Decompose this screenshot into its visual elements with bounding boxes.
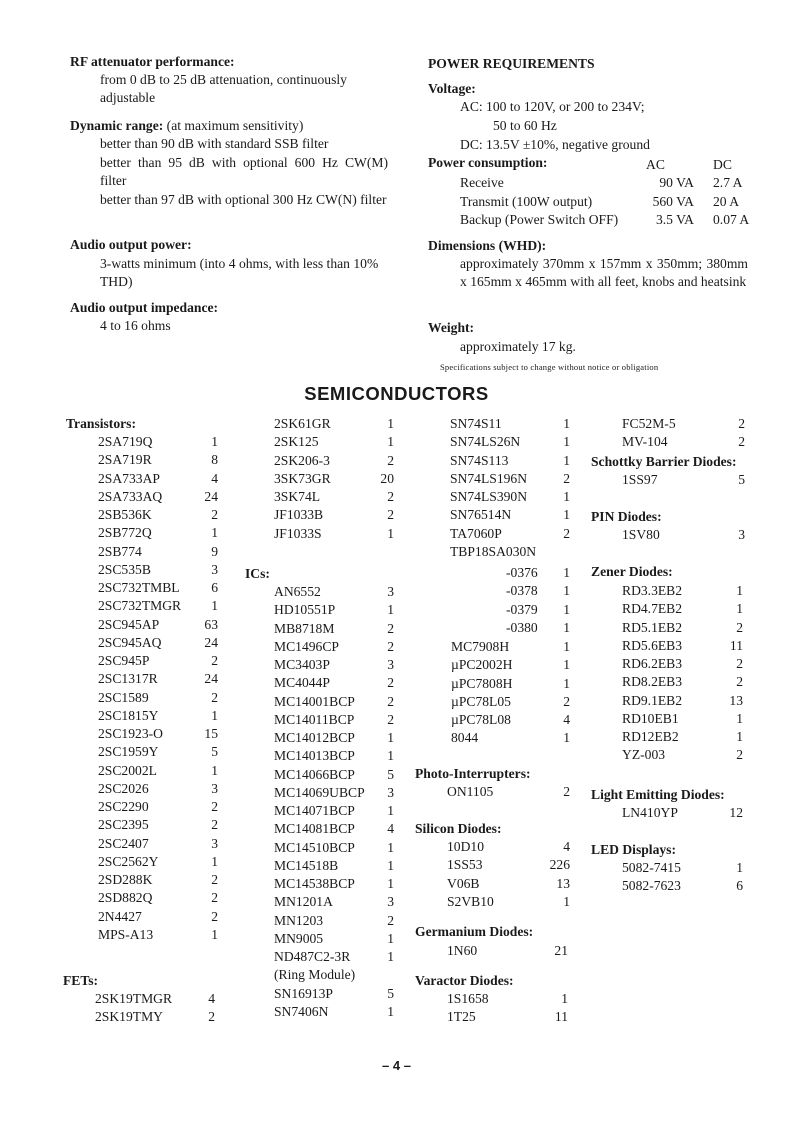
part-number: MC14071BCP [274,803,355,818]
part-quantity: 1 [387,525,394,541]
part-number: MC14081BCP [274,821,355,837]
section-heading: Light Emitting Diodes: [591,787,725,802]
audio-power-label: Audio output power: [70,237,192,252]
part-number: MN1203 [274,912,324,928]
part-number: 2SC732TMGR [98,598,182,614]
rf-attenuator-label: RF attenuator performance: [70,54,235,69]
part-quantity: 2 [387,711,394,727]
part-quantity: 1 [563,583,570,599]
part-number: TA7060P [450,525,502,541]
part-quantity: 1 [736,729,743,744]
part-number: 2SD288K [98,872,153,887]
consumption-col-dc: DC [713,157,732,172]
part-number: 2N4427 [98,908,142,924]
part-number: 1SS53 [447,857,483,873]
consumption-col-ac: AC [646,157,665,172]
voltage-label: Voltage: [428,81,476,96]
section-heading: Transistors: [66,416,136,431]
part-quantity: 1 [563,416,570,431]
part-number: MC1496CP [274,638,339,654]
part-quantity: 6 [211,580,218,595]
part-quantity: 2 [211,817,218,833]
part-number: 2SK125 [274,434,319,450]
part-number: SN74S11 [450,416,502,431]
part-number: 1SV80 [622,527,660,542]
part-number: RD10EB1 [622,710,679,726]
dynamic-range-line-2: better than 95 dB with optional 600 Hz CW(M) filter [100,155,388,188]
part-number: RD5.6EB3 [622,637,683,653]
part-quantity: 1 [387,930,394,946]
part-quantity: 1 [563,657,570,673]
consumption-row-ac: 3.5 VA [655,212,694,227]
part-quantity: 1 [563,601,570,617]
part-number: HD10551P [274,602,336,618]
part-quantity: 2 [211,689,218,705]
part-number: MC14012BCP [274,730,355,745]
part-number: MC7908H [451,639,510,654]
part-number: 2SC1317R [98,671,158,687]
part-number: JF1033S [274,525,322,541]
part-quantity: 1 [211,926,218,942]
part-number: 1SS97 [622,472,658,487]
section-heading: FETs: [63,973,99,988]
part-quantity: 1 [563,452,570,468]
part-quantity: 5 [738,472,745,487]
part-number: 2SC2562Y [98,853,159,869]
part-quantity: 11 [554,1009,568,1025]
section-heading: Zener Diodes: [591,564,673,579]
semiconductors-title: SEMICONDUCTORS [304,383,489,404]
part-quantity: 2 [387,675,394,691]
part-quantity: 2 [563,470,570,486]
part-quantity: 2 [211,890,218,906]
part-quantity: 4 [208,991,215,1006]
specifications-note: Specifications subject to change without notice or obligation [440,362,659,372]
consumption-row-ac: 560 VA [652,193,694,209]
part-number: µPC78L05 [451,693,511,709]
part-quantity: 5 [387,985,394,1001]
part-number: 2SC2290 [98,799,149,814]
dynamic-range-line-1: better than 90 dB with standard SSB filter [100,136,329,151]
audio-impedance-text: 4 to 16 ohms [100,318,171,333]
part-quantity: 2 [208,1009,215,1025]
part-quantity: 1 [563,619,570,635]
part-quantity: 5 [211,744,218,760]
part-number: SN16913P [274,985,333,1001]
part-number: 3SK73GR [274,470,331,486]
weight-label: Weight: [428,320,475,335]
part-number: 8044 [451,730,479,746]
part-number: 2SC945P [98,653,150,668]
section-heading: Photo-Interrupters: [415,766,531,781]
part-number: MPS-A13 [98,926,154,942]
part-number: MC14518B [274,857,339,873]
part-quantity: 20 [380,470,394,486]
part-quantity: 12 [729,805,743,820]
audio-power-text: 3-watts minimum (into 4 ohms, with less than 10% THD) [100,256,379,289]
part-number: 2SC945AP [98,616,160,632]
part-number: YZ-003 [622,747,666,763]
part-number: MC4044P [274,675,330,691]
part-number: SN76514N [450,507,512,523]
weight-text: approximately 17 kg. [460,339,576,354]
part-number: V06B [447,875,480,891]
part-quantity: 1 [563,489,570,504]
audio-impedance-label: Audio output impedance: [70,300,219,315]
part-quantity: 1 [563,565,570,580]
part-quantity: 1 [736,583,743,598]
part-quantity: 3 [211,780,218,796]
part-quantity: 2 [211,507,218,522]
part-number: 2SC535B [98,561,151,577]
dimensions-label: Dimensions (WHD): [428,238,547,253]
consumption-row-dc: 2.7 A [713,175,743,190]
part-quantity: 1 [387,730,394,745]
part-number: 2SA733AQ [98,488,163,504]
part-number: 2SC732TMBL [98,580,180,595]
part-quantity: 4 [563,839,570,854]
part-number: 2SC2002L [98,762,157,778]
part-number: 2SA719Q [98,434,153,449]
part-quantity: 1 [736,601,743,617]
part-quantity: 2 [563,525,570,541]
part-number: SN7406N [274,1003,329,1019]
part-number: MC3403P [274,657,330,672]
part-quantity: 11 [729,637,743,653]
part-number: SN74LS390N [450,489,528,504]
part-number: JF1033B [274,507,324,523]
part-number: 2SC2407 [98,835,149,851]
part-quantity: 2 [563,693,570,709]
part-quantity: 2 [387,507,394,523]
part-number: 2SD882Q [98,890,153,906]
part-quantity: 2 [738,434,745,450]
part-number: ND487C2-3R [274,949,351,964]
part-number: FC52M-5 [622,416,676,431]
part-quantity: 1 [211,525,218,541]
part-number: 10D10 [447,839,485,854]
part-number: ON1105 [447,784,494,799]
part-quantity: 1 [563,434,570,450]
part-number: AN6552 [274,584,321,599]
part-number: MB8718M [274,620,335,636]
dimensions-text: approximately 370mm x 157mm x 350mm; 380mm x 165mm x 465mm with all feet, knobs and heatsink [460,256,748,289]
part-quantity: 2 [736,656,743,671]
consumption-row-name: Backup (Power Switch OFF) [460,212,619,227]
part-number: LN410YP [622,805,678,820]
part-quantity: 3 [211,561,218,577]
part-number: 2SC2395 [98,817,149,833]
part-number: µPC2002H [451,657,513,673]
part-number: RD3.3EB2 [622,583,683,598]
part-number: 2SC945AQ [98,634,162,650]
part-number: 2SB774 [98,543,142,559]
part-number: MC14538BCP [274,876,355,891]
part-quantity: 3 [387,584,394,599]
part-number: SN74LS196N [450,470,528,486]
part-number: TBP18SA030N [450,543,537,559]
part-quantity: 24 [204,488,218,504]
part-quantity: 2 [387,638,394,654]
part-quantity: 2 [738,416,745,431]
part-number: 2SK206-3 [274,452,330,468]
part-quantity: 2 [736,674,743,690]
part-quantity: 2 [211,799,218,814]
part-number: RD8.2EB3 [622,674,683,690]
part-quantity: 8 [211,452,218,468]
part-number: -0379 [506,601,538,617]
part-quantity: 1 [387,949,394,964]
section-heading: Silicon Diodes: [415,821,502,836]
part-quantity: 1 [387,748,394,764]
part-number: 1N60 [447,943,478,958]
page-number: – 4 – [382,1058,411,1073]
part-number: MC14011BCP [274,711,355,727]
section-heading: PIN Diodes: [591,509,662,524]
part-quantity: 2 [387,452,394,468]
part-number: 2SC2026 [98,780,149,796]
rf-attenuator-text: from 0 dB to 25 dB attenuation, continuously adjustable [100,72,347,105]
power-requirements-heading: POWER REQUIREMENTS [428,56,595,71]
part-quantity: 1 [387,876,394,891]
part-quantity: 1 [736,860,743,875]
part-quantity: 24 [204,671,218,687]
part-number: 5082-7623 [622,878,681,894]
part-number: MN1201A [274,894,333,910]
part-quantity: 24 [204,634,218,650]
part-quantity: 1 [563,675,570,691]
part-number: -0380 [506,619,538,635]
part-quantity: 1 [211,762,218,778]
part-number: RD12EB2 [622,729,679,744]
part-number: (Ring Module) [274,967,356,983]
part-quantity: 1 [211,598,218,614]
part-quantity: 63 [204,616,218,632]
part-number: RD6.2EB3 [622,656,683,671]
part-number: RD9.1EB2 [622,692,683,708]
part-quantity: 9 [211,543,218,559]
part-number: MN9005 [274,930,324,946]
part-number: 2SB772Q [98,525,152,541]
part-quantity: 1 [563,639,570,654]
part-quantity: 5 [387,766,394,782]
part-number: MC14510BCP [274,839,355,855]
dynamic-range-label: Dynamic range: [70,118,164,133]
section-heading: Germanium Diodes: [415,924,534,939]
part-number: RD5.1EB2 [622,619,683,635]
part-quantity: 1 [387,602,394,618]
part-quantity: 2 [387,912,394,928]
section-heading: Schottky Barrier Diodes: [591,454,737,469]
dynamic-range-heading [70,117,303,135]
consumption-row-dc: 0.07 A [713,212,750,227]
part-number: MC14069UBCP [274,784,365,800]
part-quantity: 3 [211,835,218,851]
part-quantity: 3 [738,527,745,542]
part-number: 2SK19TMGR [95,991,173,1006]
part-quantity: 2 [387,620,394,636]
part-number: 2SC1815Y [98,707,159,723]
voltage-ac-line: AC: 100 to 120V, or 200 to 234V; [460,99,645,114]
part-quantity: 2 [211,653,218,668]
part-number: 1T25 [447,1009,476,1025]
part-quantity: 2 [387,489,394,504]
part-quantity: 1 [387,803,394,818]
part-number: 1S1658 [447,991,489,1006]
consumption-row-name: Transmit (100W output) [460,193,593,209]
dynamic-range-note: (at maximum sensitivity) [166,118,304,133]
part-quantity: 1 [211,434,218,449]
part-quantity: 2 [211,908,218,924]
part-quantity: 15 [204,726,218,741]
part-number: 2SK61GR [274,416,331,431]
part-quantity: 1 [211,707,218,723]
part-number: µPC7808H [451,675,513,691]
part-quantity: 13 [729,692,743,708]
part-number: 2SA719R [98,452,152,468]
part-number: 2SC1923-O [98,726,163,741]
part-number: MC14001BCP [274,693,355,709]
part-number: 2SK19TMY [95,1009,163,1025]
part-quantity: 1 [563,507,570,523]
part-number: 2SB536K [98,507,152,522]
part-number: MC14066BCP [274,766,355,782]
part-quantity: 2 [563,784,570,799]
part-quantity: 2 [211,872,218,887]
part-quantity: 1 [211,853,218,869]
part-quantity: 1 [387,434,394,450]
part-quantity: 3 [387,784,394,800]
part-quantity: 1 [736,710,743,726]
part-number: 2SA733AP [98,470,160,486]
part-quantity: 1 [563,893,570,909]
part-quantity: 1 [561,991,568,1006]
voltage-ac-freq: 50 to 60 Hz [493,118,557,133]
part-quantity: 1 [563,730,570,746]
part-number: 5082-7415 [622,860,681,875]
dynamic-range-line-3: better than 97 dB with optional 300 Hz CW(N) filter [100,192,387,207]
part-number: SN74S113 [450,452,509,468]
voltage-dc-line: DC: 13.5V ±10%, negative ground [460,137,650,152]
part-quantity: 2 [736,619,743,635]
part-quantity: 4 [563,712,570,727]
part-quantity: 3 [387,657,394,672]
part-quantity: 2 [736,747,743,763]
part-quantity: 1 [387,857,394,873]
part-number: -0376 [506,565,538,580]
consumption-row-name: Receive [460,175,504,190]
part-quantity: 2 [387,693,394,709]
part-quantity: 21 [554,943,568,958]
part-number: µPC78L08 [451,712,511,727]
section-heading: ICs: [245,566,270,581]
part-quantity: 6 [736,878,743,894]
part-quantity: 1 [387,1003,394,1019]
part-number: 2SC1959Y [98,744,159,760]
part-quantity: 4 [211,470,218,486]
part-number: MC14013BCP [274,748,355,764]
part-quantity: 4 [387,821,394,837]
section-heading: LED Displays: [591,842,676,857]
consumption-row-dc: 20 A [713,193,740,209]
power-consumption-label: Power consumption: [428,155,548,170]
part-number: SN74LS26N [450,434,521,450]
consumption-row-ac: 90 VA [659,175,694,190]
part-number: MV-104 [622,434,668,450]
part-quantity: 226 [549,857,570,873]
part-number: 3SK74L [274,489,321,504]
part-number: 2SC1589 [98,689,149,705]
part-number: S2VB10 [447,893,494,909]
part-quantity: 3 [387,894,394,910]
section-heading: Varactor Diodes: [415,973,514,988]
part-quantity: 1 [387,839,394,855]
part-quantity: 13 [556,875,570,891]
part-number: RD4.7EB2 [622,601,683,617]
part-number: -0378 [506,583,538,599]
part-quantity: 1 [387,416,394,431]
